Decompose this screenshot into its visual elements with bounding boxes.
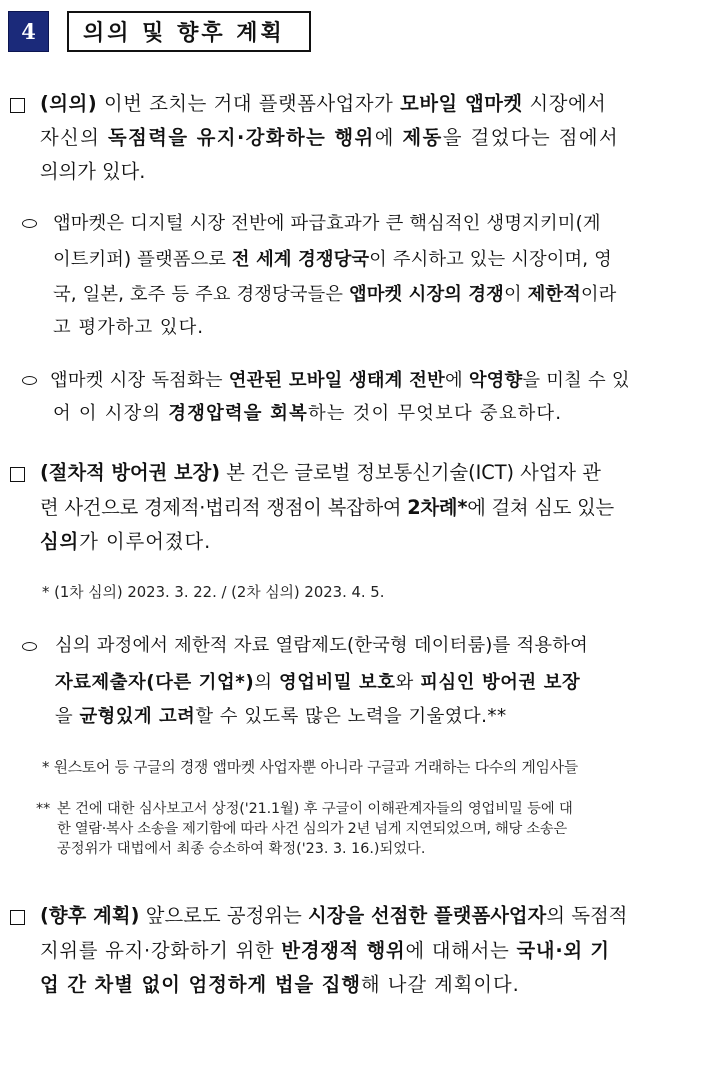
footnote-lawsuit-delay bbox=[57, 800, 721, 870]
paragraph-appmarket-importance bbox=[53, 212, 721, 342]
paragraph-data-room bbox=[55, 634, 720, 734]
text-line: 본 건에 대한 심사보고서 상정('21.1월) 후 구글이 이해관계자들의 영업비밀 등에 대 bbox=[57, 801, 573, 817]
text-line: 련 사건으로 경제적·법리적 쟁점이 복잡하여 2차례*에 걸쳐 심도 있는 bbox=[40, 496, 614, 519]
text-line: 어 이 시장의 경쟁압력을 회복하는 것이 무엇보다 중요하다. bbox=[53, 403, 563, 424]
text-line: 고 평가하고 있다. bbox=[53, 317, 205, 338]
text-line: 지위를 유지·강화하기 위한 반경쟁적 행위에 대해서는 국내·외 기 bbox=[40, 939, 610, 962]
text-line: 자신의 독점력을 유지·강화하는 행위에 제동을 걸었다는 점에서 bbox=[40, 126, 620, 149]
paragraph-procedural-rights bbox=[40, 461, 720, 556]
text-line: 앱마켓은 디지털 시장 전반에 파급효과가 큰 핵심적인 생명지키미(게 bbox=[53, 213, 601, 234]
square-bullet-icon bbox=[10, 467, 25, 482]
paragraph-future-plans bbox=[40, 904, 720, 999]
footnote-hearing-dates: * (1차 심의) 2023. 3. 22. / (2차 심의) 2023. 4. 5. bbox=[42, 584, 385, 601]
circle-bullet-icon bbox=[22, 376, 37, 385]
square-bullet-icon bbox=[10, 910, 25, 925]
text-line: 국, 일본, 호주 등 주요 경쟁당국들은 앱마켓 시장의 경쟁이 제한적이라 bbox=[53, 284, 617, 305]
text-line: (절차적 방어권 보장) 본 건은 글로벌 정보통신기술(ICT) 사업자 관 bbox=[40, 461, 601, 484]
text-line: 심의 과정에서 제한적 자료 열람제도(한국형 데이터룸)를 적용하여 bbox=[55, 635, 588, 656]
paragraph-ecosystem-impact bbox=[50, 369, 720, 431]
section-number: 4 bbox=[8, 11, 49, 52]
square-bullet-icon bbox=[10, 98, 25, 113]
text-line: 공정위가 대법에서 최종 승소하여 확정('23. 3. 16.)되었다. bbox=[57, 841, 426, 857]
section-title: 의의 및 향후 계획 bbox=[67, 11, 311, 52]
footnote-other-companies: * 원스토어 등 구글의 경쟁 앱마켓 사업자뿐 아니라 구글과 거래하는 다수의 게임사들 bbox=[42, 759, 578, 776]
circle-bullet-icon bbox=[22, 642, 37, 651]
text-line: (향후 계획) 앞으로도 공정위는 시장을 선점한 플랫폼사업자의 독점적 bbox=[40, 904, 628, 927]
circle-bullet-icon bbox=[22, 219, 37, 228]
text-line: 을 균형있게 고려할 수 있도록 많은 노력을 기울였다.** bbox=[55, 706, 507, 727]
text-line: 한 열람·복사 소송을 제기함에 따라 사건 심의가 2년 넘게 지연되었으며, 해당 소송은 bbox=[57, 821, 567, 837]
footnote-marker: ** bbox=[36, 801, 51, 817]
text-line: (의의) 이번 조치는 거대 플랫폼사업자가 모바일 앱마켓 시장에서 bbox=[40, 92, 607, 115]
text-line: 앱마켓 시장 독점화는 연관된 모바일 생태계 전반에 악영향을 미칠 수 있 bbox=[50, 370, 630, 391]
paragraph-significance bbox=[40, 92, 720, 182]
text-line: 의의가 있다. bbox=[40, 160, 146, 183]
text-line: 업 간 차별 없이 엄정하게 법을 집행해 나갈 계획이다. bbox=[40, 973, 520, 996]
section-header bbox=[8, 11, 311, 52]
text-line: 심의가 이루어졌다. bbox=[40, 530, 212, 553]
text-line: 이트키퍼) 플랫폼으로 전 세계 경쟁당국이 주시하고 있는 시장이며, 영 bbox=[53, 249, 612, 270]
text-line: 자료제출자(다른 기업*)의 영업비밀 보호와 피심인 방어권 보장 bbox=[55, 672, 581, 693]
